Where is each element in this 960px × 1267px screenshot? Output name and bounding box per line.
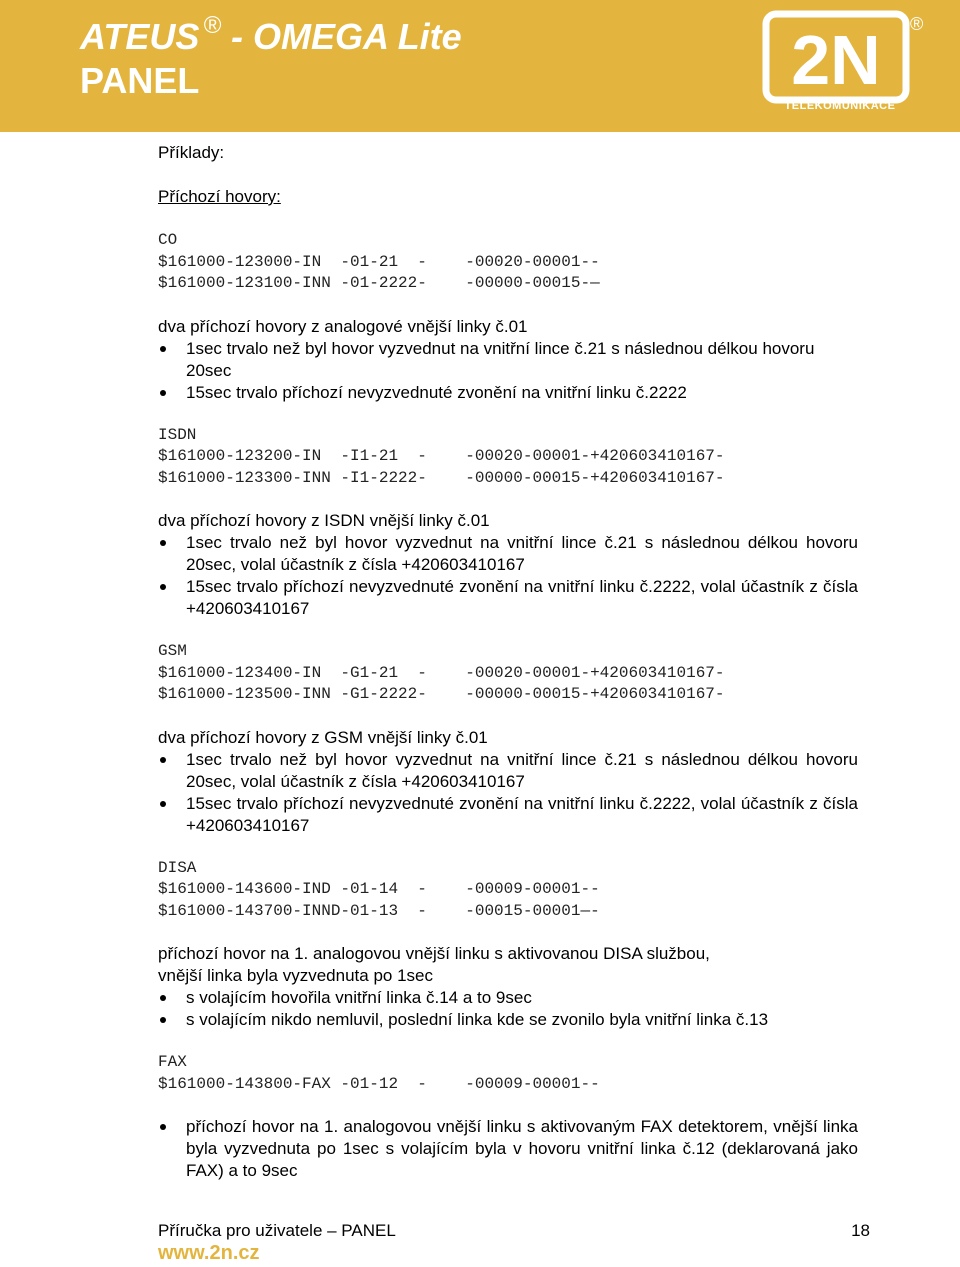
- document-body: [158, 142, 858, 1182]
- block-description: dva příchozí hovory z GSM vnější linky č.01: [158, 727, 488, 747]
- list-item: příchozí hovor na 1. analogovou vnější linku s aktivovaným FAX detektorem, vnější linka byla vyzvednuta po 1sec s volajícím byla v hovoru vnitřní linka č.12 (deklarovaná jako FAX) a to 9sec: [158, 1116, 858, 1182]
- code-line: $161000-123200-IN -I1-21 - -00020-00001-+420603410167-: [158, 447, 725, 465]
- block-label: DISA: [158, 858, 197, 877]
- logo-tagline: TELEKOMUNIKACE: [784, 100, 896, 112]
- bullet-list: [158, 338, 858, 404]
- block-label: CO: [158, 231, 178, 249]
- code-line: $161000-143600-IND -01-14 - -00009-00001--: [158, 880, 600, 898]
- website-link[interactable]: www.2n.cz: [158, 1242, 260, 1264]
- section-heading: Příchozí hovory:: [158, 187, 281, 206]
- logo-registered-mark: ®: [910, 14, 924, 34]
- bullet-list: [158, 749, 858, 837]
- block-gsm: [158, 641, 858, 837]
- list-item: 1sec trvalo než byl hovor vyzvednut na vnitřní lince č.21 s následnou délkou hovoru 20sec, volal účastník z čísla +420603410167: [158, 532, 858, 576]
- list-item: s volajícím hovořila vnitřní linka č.14 a to 9sec: [158, 987, 858, 1009]
- document-title: [80, 4, 462, 103]
- registered-mark: ®: [203, 12, 222, 39]
- block-description-continued: vnější linka byla vyzvednuta po 1sec: [158, 966, 433, 985]
- page-number: 18: [851, 1221, 870, 1240]
- logo-text: 2N: [791, 21, 881, 99]
- block-label: FAX: [158, 1053, 187, 1071]
- list-item: 15sec trvalo příchozí nevyzvednuté zvonění na vnitřní linku č.2222, volal účastník z čísla +420603410167: [158, 576, 858, 620]
- block-description: dva příchozí hovory z ISDN vnější linky č.01: [158, 511, 490, 530]
- page-header: [0, 0, 960, 132]
- code-line: $161000-143800-FAX -01-12 - -00009-00001--: [158, 1074, 600, 1093]
- block-description: dva příchozí hovory z analogové vnější linky č.01: [158, 316, 528, 336]
- code-line: $161000-123000-IN -01-21 - -00020-00001--: [158, 252, 600, 271]
- list-item: 15sec trvalo příchozí nevyzvednuté zvonění na vnitřní linku č.2222: [158, 382, 858, 404]
- list-item: s volajícím nikdo nemluvil, poslední linka kde se zvonilo byla vnitřní linka č.13: [158, 1009, 858, 1031]
- bullet-list: [158, 1116, 858, 1182]
- code-line: $161000-123100-INN -01-2222- -00000-00015-—: [158, 274, 600, 292]
- title-product: - OMEGA Lite: [231, 16, 462, 57]
- code-line: $161000-123400-IN -G1-21 - -00020-00001-+420603410167-: [158, 663, 725, 682]
- list-item: 1sec trvalo než byl hovor vyzvednut na vnitřní lince č.21 s následnou délkou hovoru 20sec: [158, 338, 858, 382]
- bullet-list: [158, 532, 858, 620]
- code-line: $161000-123300-INN -I1-2222- -00000-00015-+420603410167-: [158, 468, 725, 487]
- code-line: $161000-123500-INN -G1-2222- -00000-00015-+420603410167-: [158, 685, 725, 703]
- bullet-list: [158, 987, 858, 1031]
- title-brand: ATEUS: [80, 16, 200, 57]
- footer-manual-title: Příručka pro uživatele – PANEL: [158, 1221, 396, 1240]
- list-item: 15sec trvalo příchozí nevyzvednuté zvonění na vnitřní linku č.2222, volal účastník z čísla +420603410167: [158, 793, 858, 837]
- block-label: ISDN: [158, 425, 197, 444]
- block-isdn: [158, 425, 858, 621]
- code-line: $161000-143700-INND-01-13 - -00015-00001—-: [158, 901, 600, 920]
- title-panel: PANEL: [80, 60, 200, 101]
- block-fax: [158, 1052, 858, 1182]
- block-disa: [158, 858, 858, 1032]
- block-description: příchozí hovor na 1. analogovou vnější linku s aktivovanou DISA službou,: [158, 944, 710, 963]
- block-co: [158, 230, 858, 404]
- intro-text: Příklady:: [158, 143, 225, 162]
- block-label: GSM: [158, 642, 187, 660]
- list-item: 1sec trvalo než byl hovor vyzvednut na vnitřní lince č.21 s následnou délkou hovoru 20sec, volal účastník z čísla +420603410167: [158, 749, 858, 793]
